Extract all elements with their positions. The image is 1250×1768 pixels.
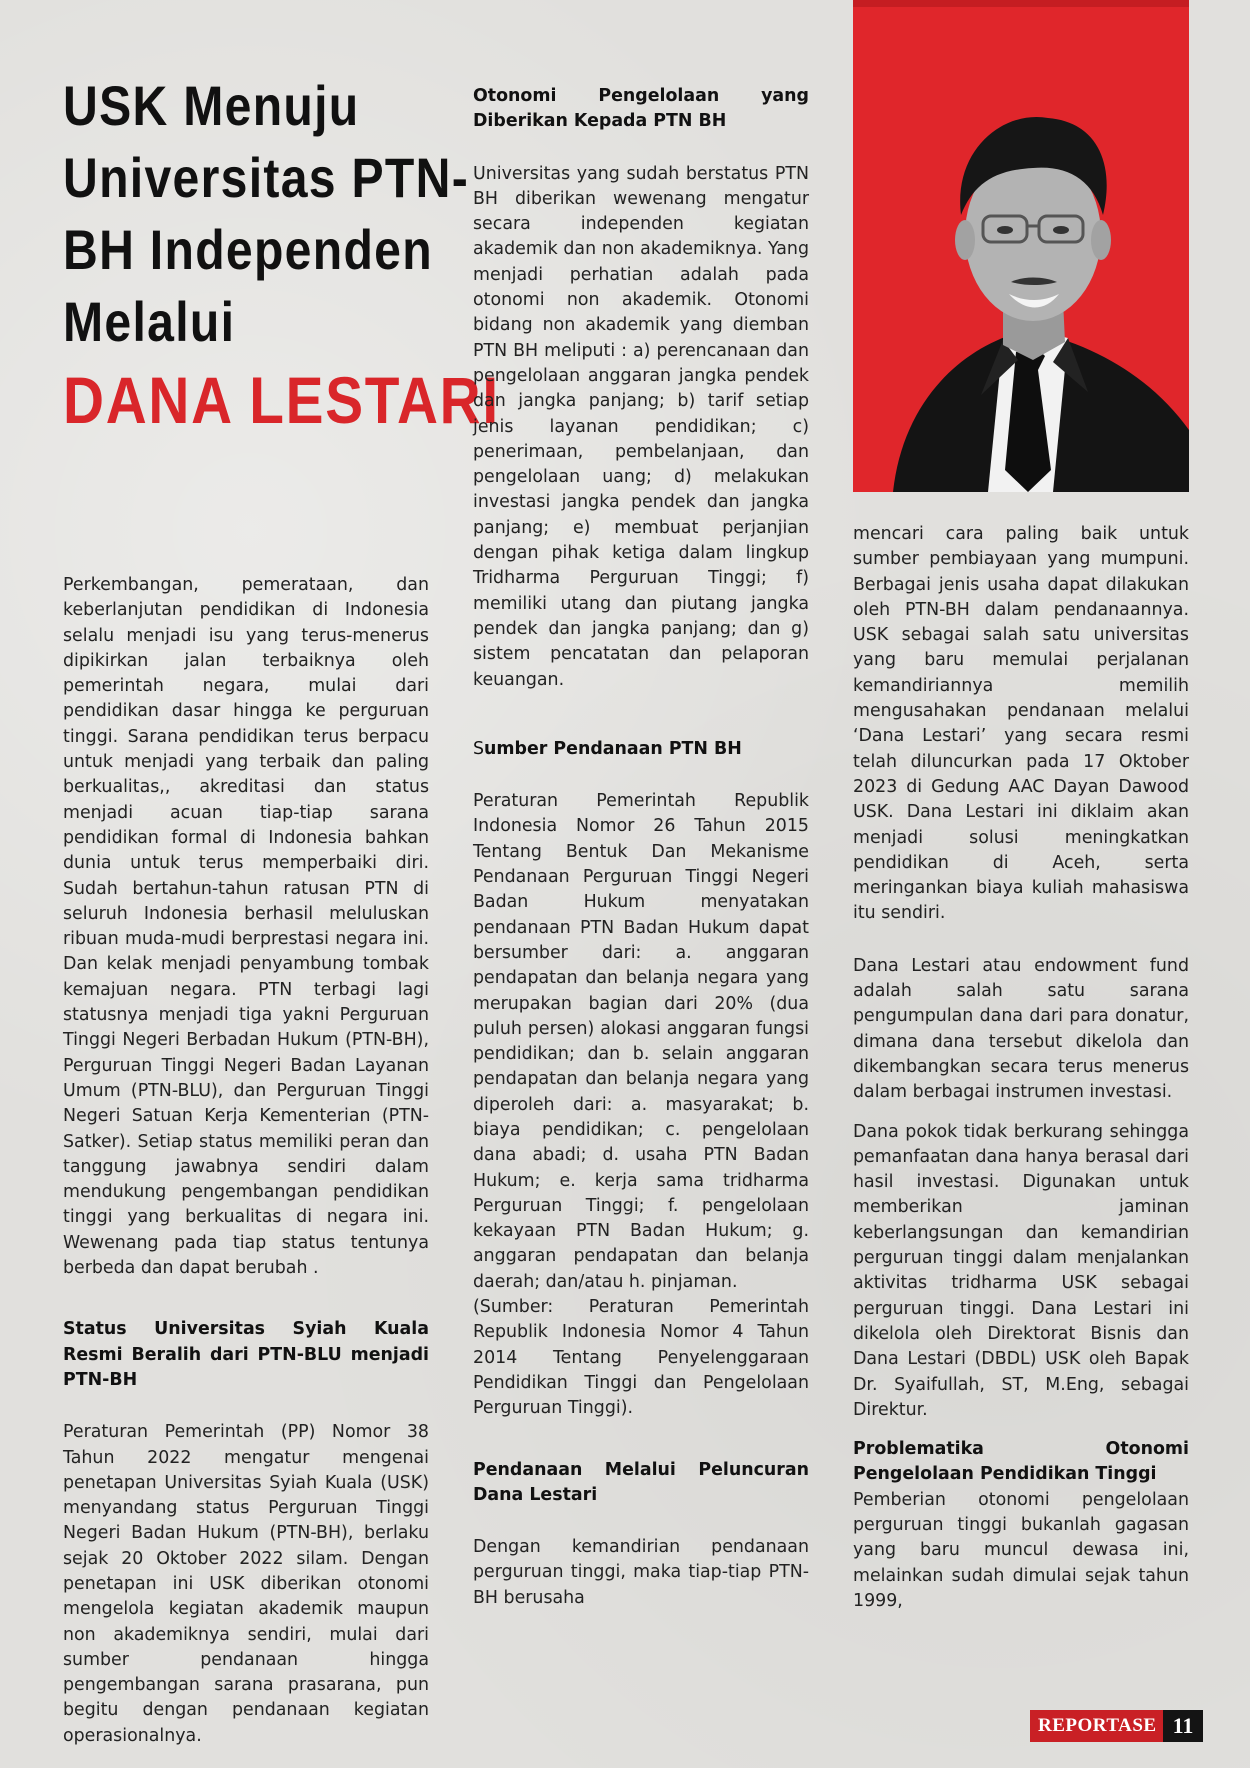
title-line-2: Universitas PTN-	[63, 146, 470, 209]
title-line-3: BH Independen	[63, 218, 433, 281]
column-middle	[473, 84, 809, 1611]
heading-peluncuran: Pendanaan Melalui Peluncuran Dana Lestari	[473, 1459, 809, 1505]
heading-sumber	[473, 737, 809, 762]
heading-sumber-initial: S	[473, 738, 485, 759]
page-footer	[1030, 1710, 1203, 1742]
column-right	[853, 522, 1189, 1614]
portrait-figure	[853, 0, 1189, 492]
status-paragraph: Peraturan Pemerintah (PP) Nomor 38 Tahun 2022 mengatur mengenai penetapan Universitas Syiah Kuala (USK) menyandang status Perguruan Tinggi Negeri Badan Hukum (PTN-BH), berlaku sejak 20 Oktober 2022 silam. Dengan penetapan ini USK diberikan otonomi mengelola kegiatan akademik maupun non akademiknya sendiri, mulai dari sumber pendanaan hingga pengembangan sarana prasarana, pun begitu dengan pendanaan kegiatan operasionalnya.	[63, 1422, 429, 1746]
column-left	[63, 70, 500, 1749]
sumber-source: (Sumber: Peraturan Pemerintah Republik Indonesia Nomor 4 Tahun 2014 Tentang Penyelenggaraan Pendidikan Tinggi dan Pengelolaan Perguruan Tinggi).	[473, 1297, 809, 1419]
heading-otonomi: Otonomi Pengelolaan yang Diberikan Kepada PTN BH	[473, 86, 809, 132]
sumber-paragraph: Peraturan Pemerintah Republik Indonesia Nomor 26 Tahun 2015 Tentang Bentuk Dan Mekanisme Pendanaan Perguruan Tinggi Negeri Badan Hukum menyatakan pendanaan PTN Badan Hukum dapat bersumber dari: a. anggaran pendapatan dan belanja negara yang merupakan bagian dari 20% (dua puluh persen) alokasi anggaran fungsi pendidikan; dan b. selain anggaran pendapatan dan belanja negara yang diperoleh dari: a. masyarakat; b. biaya pendidikan; c. pengelolaan dana abadi; d. usaha PTN Badan Hukum; e. kerja sama tridharma Perguruan Tinggi; f. pengelolaan kekayaan PTN Badan Hukum; g. anggaran pendapatan dan belanja daerah; dan/atau h. pinjaman.	[473, 791, 809, 1292]
article-title	[63, 70, 500, 442]
intro-paragraph: Perkembangan, pemerataan, dan keberlanjutan pendidikan di Indonesia selalu menjadi isu yang terus-menerus dipikirkan jalan terbaiknya oleh pemerintah negara, mulai dari pendidikan dasar hingga ke perguruan tinggi. Sarana pendidikan terus berpacu untuk menjadi yang terbaik dan paling berkualitas,, akreditasi dan status menjadi acuan tiap-tiap sarana pendidikan formal di Indonesia bahkan dunia untuk terus memperbaiki diri. Sudah bertahun-tahun ratusan PTN di seluruh Indonesia berhasil meluluskan ribuan muda-mudi berprestasi negara ini. Dan kelak menjadi penyambung tombak kemajuan negara. PTN terbagi lagi statusnya menjadi tiga yakni Perguruan Tinggi Negeri Berbadan Hukum (PTN-BH), Perguruan Tinggi Negeri Badan Layanan Umum (PTN-BLU), dan Perguruan Tinggi Negeri Satuan Kerja Kementerian (PTN-Satker). Setiap status memiliki peran dan tanggung jawabnya sendiri dalam mendukung pengembangan pendidikan tinggi yang berkualitas di negara ini. Wewenang pada tiap status tentunya berbeda dan dapat berubah .	[63, 575, 429, 1279]
section-label: REPORTASE	[1030, 1710, 1163, 1742]
title-line-1: USK Menuju	[63, 74, 360, 137]
peluncuran-paragraph: Dengan kemandirian pendanaan perguruan tinggi, maka tiap-tiap PTN-BH berusaha	[473, 1537, 809, 1608]
heading-problematika: Problematika Otonomi Pengelolaan Pendidikan Tinggi	[853, 1439, 1189, 1485]
title-line-4: Melalui	[63, 290, 236, 353]
article-title-block	[63, 70, 500, 490]
portrait-photo	[853, 0, 1189, 492]
otonomi-paragraph: Universitas yang sudah berstatus PTN BH diberikan wewenang mengatur secara independen kegiatan akademik dan non akademiknya. Yang menjadi perhatian adalah pada otonomi non akademik. Otonomi bidang non akademik yang diemban PTN BH meliputi : a) perencanaan dan pengelolaan anggaran jangka pendek dan jangka panjang; b) tarif setiap jenis layanan pendidikan; c) penerimaan, pembelanjaan, dan pengelolaan uang; d) melakukan investasi jangka pendek dan jangka panjang; e) membuat perjanjian dengan pihak ketiga dalam lingkup Tridharma Perguruan Tinggi; f) memiliki utang dan piutang jangka pendek dan jangka panjang; dan g) sistem pencatatan dan pelaporan keuangan.	[473, 163, 809, 690]
heading-sumber-rest: umber Pendanaan PTN BH	[484, 738, 742, 759]
dana-pokok-paragraph: Dana pokok tidak berkurang sehingga pemanfaatan dana hanya berasal dari hasil investasi. Digunakan untuk memberikan jaminan keberlangsungan dan kemandirian perguruan tinggi dalam menjalankan aktivitas tridharma USK sebagai perguruan tinggi. Dana Lestari ini dikelola oleh Direktorat Bisnis dan Dana Lestari (DBDL) USK oleh Bapak Dr. Syaifullah, ST, M.Eng, sebagai Direktur.	[853, 1121, 1189, 1420]
title-highlight: DANA LESTARI	[63, 363, 500, 437]
page-number: 11	[1163, 1710, 1204, 1742]
continuation-paragraph: mencari cara paling baik untuk sumber pembiayaan yang mumpuni. Berbagai jenis usaha dapat dilakukan oleh PTN-BH dalam pendanaannya. USK sebagai salah satu universitas yang baru memulai perjalanan kemandiriannya memilih mengusahakan pendanaan melalui ‘Dana Lestari’ yang secara resmi telah diluncurkan pada 17 Oktober 2023 di Gedung AAC Dayan Dawood USK. Dana Lestari ini diklaim akan menjadi solusi meningkatkan pendidikan di Aceh, serta meringankan biaya kuliah mahasiswa itu sendiri.	[853, 524, 1189, 924]
endowment-paragraph: Dana Lestari atau endowment fund adalah salah satu sarana pengumpulan dana dari para donatur, dimana dana tersebut dikelola dan dikembangkan secara terus menerus dalam berbagai instrumen investasi.	[853, 955, 1189, 1103]
heading-status: Status Universitas Syiah Kuala Resmi Beralih dari PTN-BLU menjadi PTN-BH	[63, 1319, 429, 1390]
problematika-paragraph: Pemberian otonomi pengelolaan perguruan tinggi bukanlah gagasan yang baru muncul dewasa ini, melainkan sudah dimulai sejak tahun 1999,	[853, 1489, 1189, 1611]
